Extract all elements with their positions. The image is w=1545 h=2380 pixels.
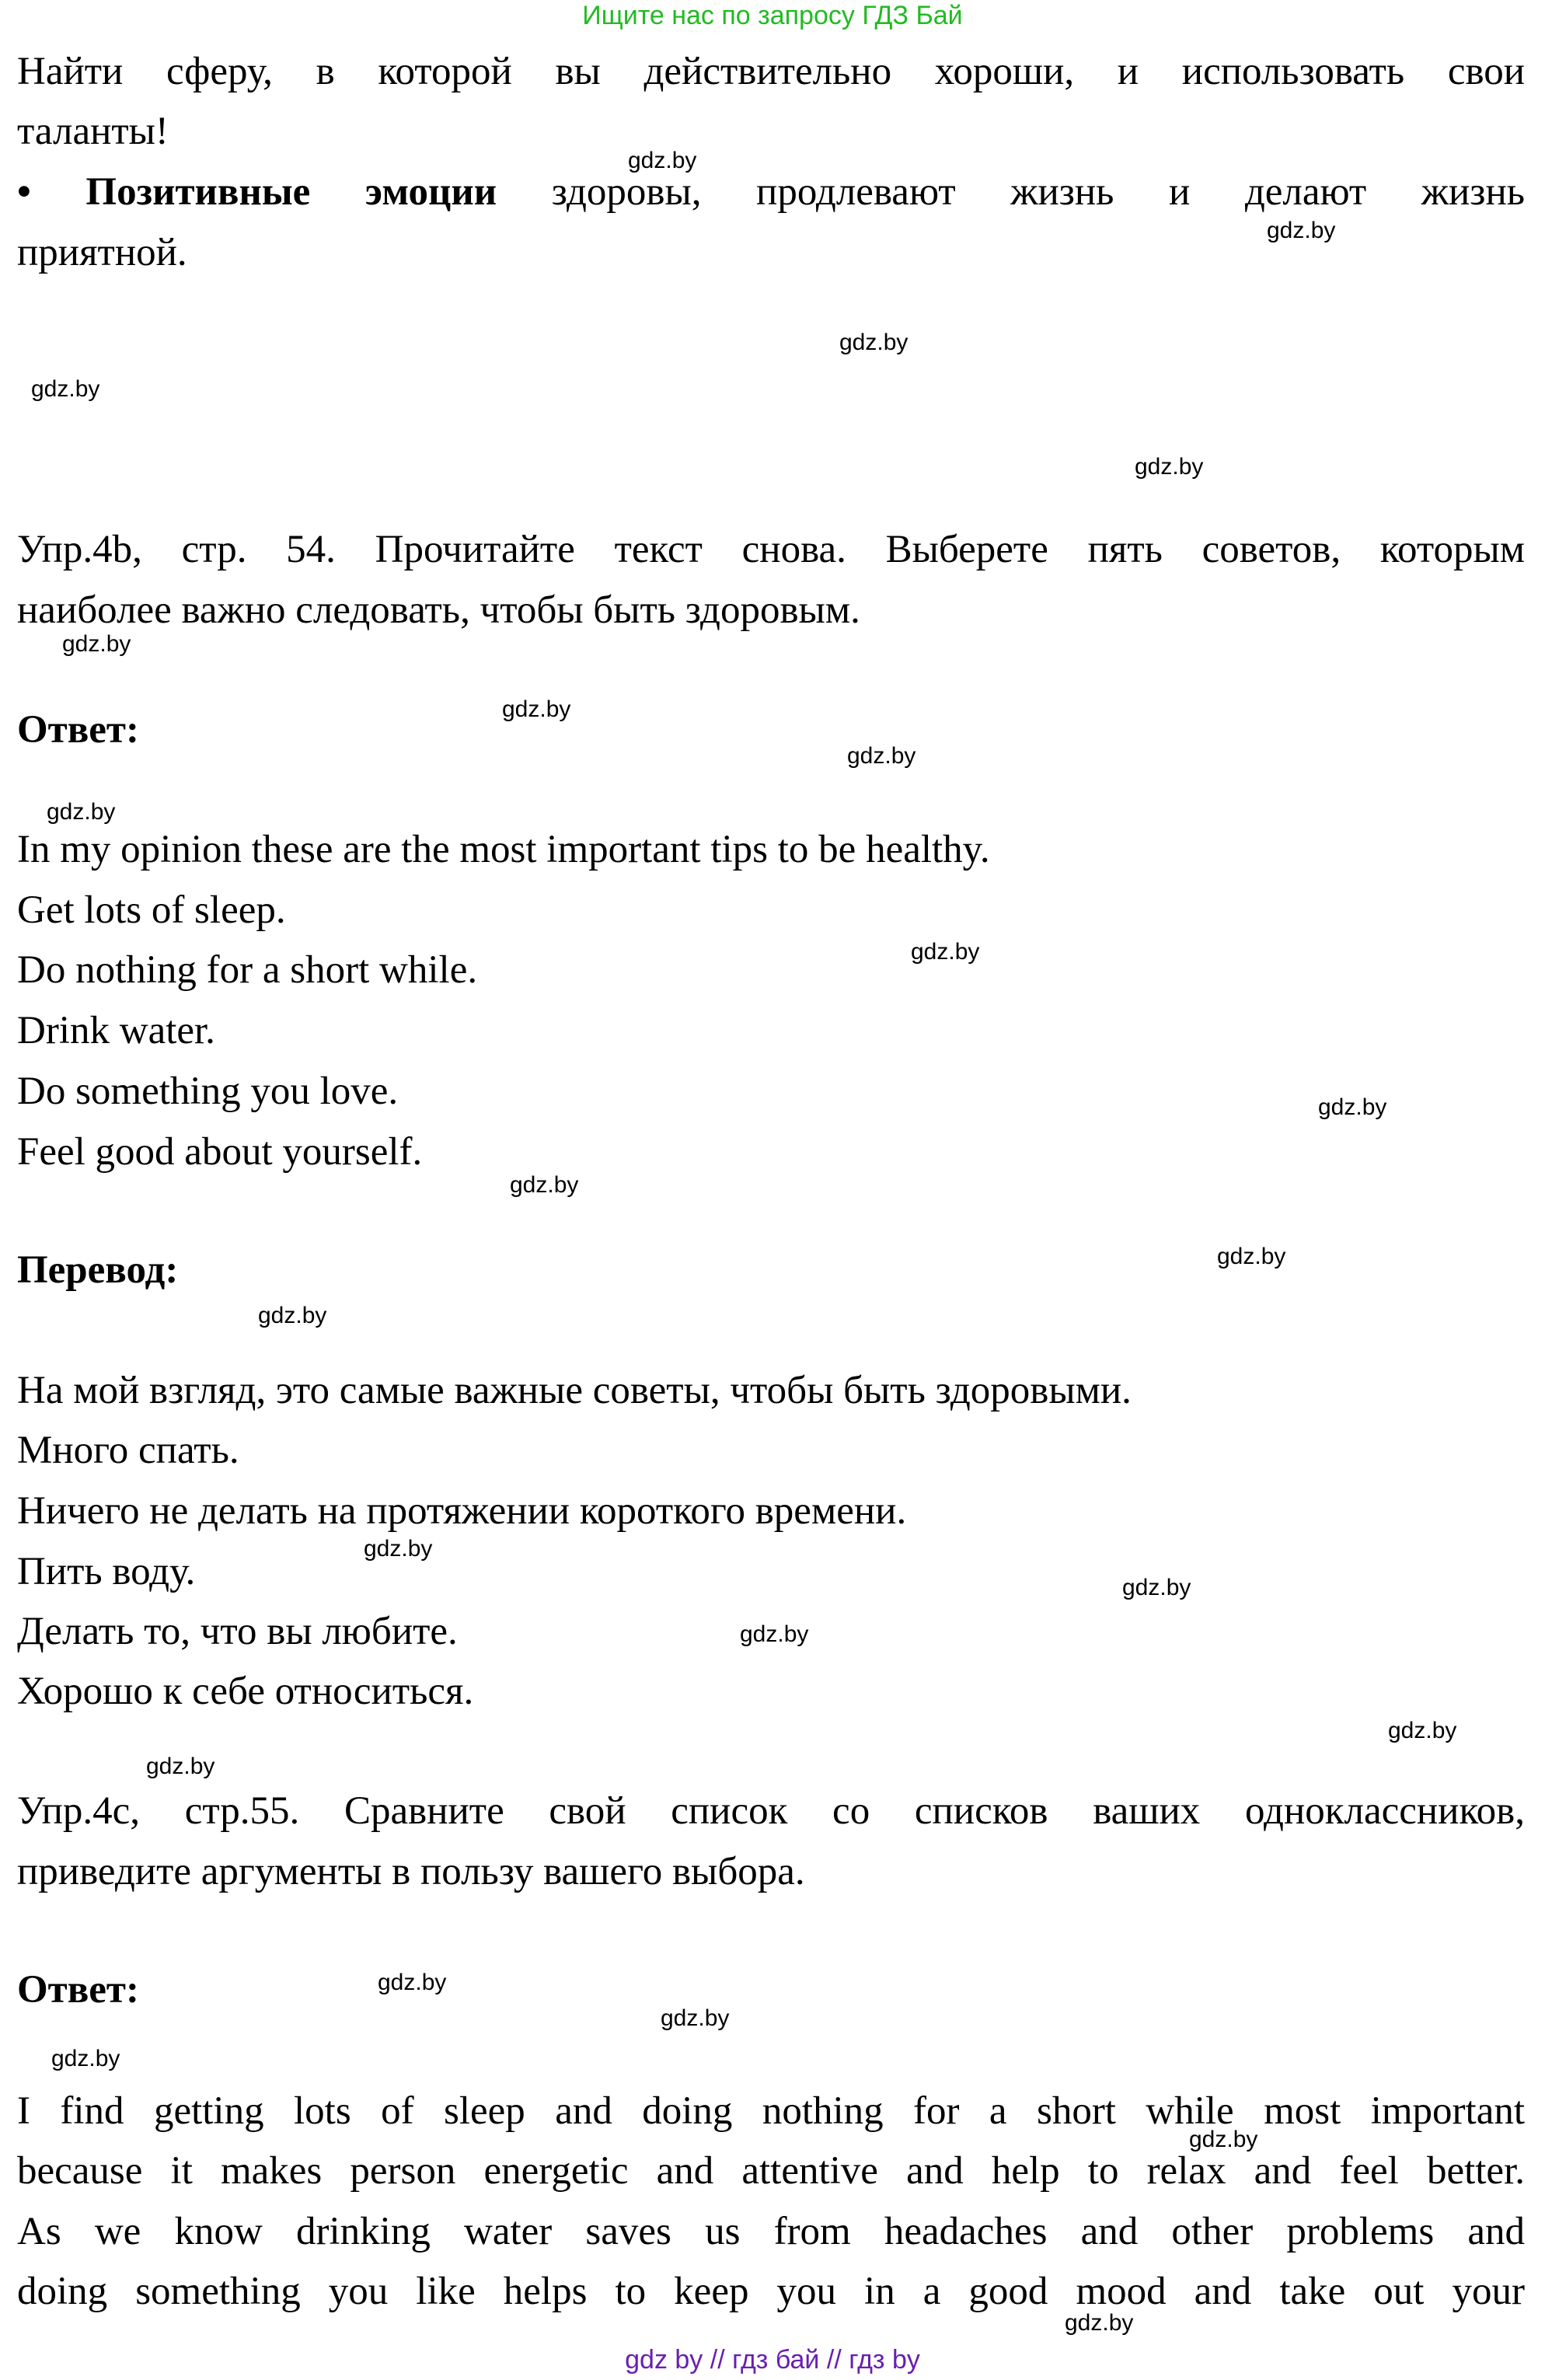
- watermark: gdz.by: [258, 1303, 327, 1328]
- watermark: gdz.by: [839, 330, 909, 355]
- bullet-marker: •: [17, 170, 31, 214]
- exercise-4b-translation-line: Делать то, что вы любите.: [17, 1610, 458, 1653]
- watermark: gdz.by: [628, 148, 697, 173]
- exercise-4b-task-line-1: Упр.4b, стр. 54. Прочитайте текст снова. Выберете пять советов, которым: [17, 528, 1525, 571]
- watermark: gdz.by: [62, 631, 131, 657]
- exercise-4c-answer-label: Ответ:: [17, 1968, 139, 2012]
- exercise-4b-task-line-2: наиболее важно следовать, чтобы быть здоровым.: [17, 588, 860, 632]
- exercise-4b-translation-line: На мой взгляд, это самые важные советы, чтобы быть здоровыми.: [17, 1369, 1132, 1412]
- watermark: gdz.by: [364, 1536, 433, 1562]
- intro-line-1: Найти сферу, в которой вы действительно хороши, и использовать свои: [17, 50, 1525, 93]
- watermark: gdz.by: [911, 939, 980, 965]
- exercise-4b-answer-line: Do nothing for a short while.: [17, 948, 478, 992]
- watermark: gdz.by: [1065, 2310, 1134, 2336]
- watermark: gdz.by: [1122, 1575, 1191, 1600]
- exercise-4b-answer-line: Drink water.: [17, 1009, 215, 1052]
- watermark: gdz.by: [847, 743, 916, 769]
- watermark: gdz.by: [1267, 218, 1336, 243]
- watermark: gdz.by: [1135, 454, 1204, 480]
- intro-line-2: таланты!: [17, 110, 169, 153]
- intro-bullet-line: [17, 169, 1525, 215]
- watermark: gdz.by: [661, 2005, 730, 2031]
- watermark: gdz.by: [740, 1621, 809, 1647]
- bullet-rest-text: здоровы, продлевают жизнь и делают жизнь: [551, 170, 1526, 214]
- exercise-4b-answer-line: Get lots of sleep.: [17, 888, 286, 932]
- intro-line-4: приятной.: [17, 231, 187, 274]
- exercise-4c-answer-line: doing something you like helps to keep you in a good mood and take out your: [17, 2270, 1525, 2313]
- exercise-4b-translation-line: Ничего не делать на протяжении короткого времени.: [17, 1489, 907, 1533]
- exercise-4c-task-line-2: приведите аргументы в пользу вашего выбора.: [17, 1850, 805, 1893]
- watermark: gdz.by: [1217, 1244, 1286, 1269]
- watermark: gdz.by: [1189, 2127, 1258, 2152]
- exercise-4b-translation-line: Много спать.: [17, 1429, 239, 1472]
- exercise-4b-answer-line: Do something you love.: [17, 1070, 399, 1113]
- watermark: gdz.by: [1318, 1094, 1387, 1120]
- watermark: gdz.by: [502, 696, 571, 722]
- watermark: gdz.by: [146, 1754, 215, 1779]
- exercise-4b-answer-line: In my opinion these are the most important tips to be healthy.: [17, 828, 990, 871]
- watermark: gdz.by: [378, 1970, 447, 1995]
- watermark: gdz.by: [47, 799, 116, 825]
- exercise-4b-answer-line: Feel good about yourself.: [17, 1130, 423, 1174]
- bullet-bold-text: Позитивные эмоции: [85, 170, 497, 214]
- watermark: gdz.by: [31, 376, 100, 402]
- exercise-4b-translation-line: Пить воду.: [17, 1550, 196, 1593]
- exercise-4c-answer-line: As we know drinking water saves us from headaches and other problems and: [17, 2210, 1525, 2253]
- exercise-4b-answer-label: Ответ:: [17, 708, 139, 752]
- watermark: gdz.by: [1388, 1718, 1457, 1743]
- exercise-4b-translation-line: Хорошо к себе относиться.: [17, 1670, 474, 1713]
- watermark: gdz.by: [510, 1172, 579, 1198]
- watermark: gdz.by: [51, 2046, 120, 2071]
- footer-site-links[interactable]: gdz by // гдз бай // гдз by: [625, 2345, 920, 2375]
- exercise-4c-answer-line: because it makes person energetic and attentive and help to relax and feel better.: [17, 2149, 1525, 2193]
- site-search-hint-link[interactable]: Ищите нас по запросу ГДЗ Бай: [582, 1, 963, 30]
- exercise-4c-task-line-1: Упр.4c, стр.55. Сравните свой список со списков ваших одноклассников,: [17, 1789, 1525, 1833]
- exercise-4c-answer-line: I find getting lots of sleep and doing nothing for a short while most important: [17, 2089, 1525, 2133]
- exercise-4b-translation-label: Перевод:: [17, 1248, 179, 1292]
